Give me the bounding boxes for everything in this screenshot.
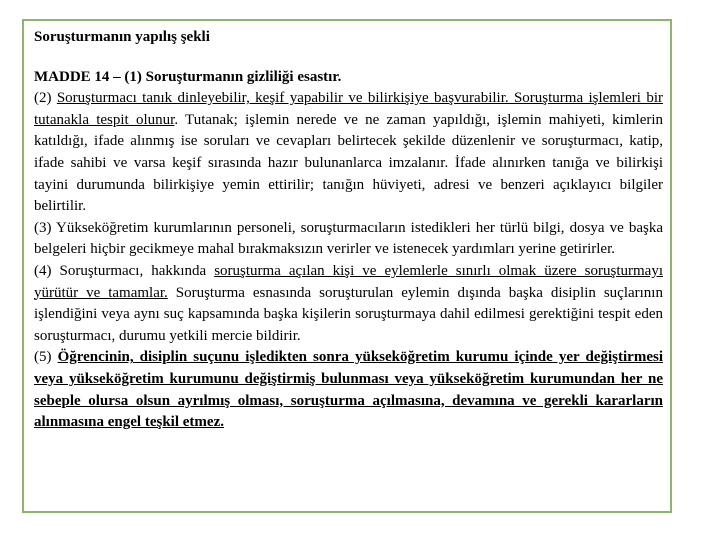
paragraph-5-underlined: Öğrencinin, disiplin suçunu işledikten sonra yükseköğretim kurumu içinde yer değiştirmesi veya yükseköğretim kurumunu değiştirmiş bulunması veya yükseköğretim kurumundan her ne sebeple olursa olsun ayrılmış olması, soruşturma açılmasına, devamına ve gerekli kararların alınmasına engel teşkil etmez. [34, 349, 663, 431]
document-frame [22, 19, 672, 513]
paragraph-4-lead: (4) Soruşturmacı, hakkında [34, 262, 215, 279]
article-heading: MADDE 14 – (1) Soruşturmanın gizliliği esastır. [34, 68, 342, 85]
document-title: Soruşturmanın yapılış şekli [34, 29, 210, 45]
paragraph-4-underlined: soruşturma açılan kişi ve eylemlerle sınırlı olmak üzere soruşturmayı yürütür ve tamamlar. [34, 262, 663, 301]
paragraph-4-rest: Soruşturma esnasında soruşturulan eylemin dışında başka disiplin suçlarının işlendiğini veya aynı suç kapsamında başka kişilerin soruşturmaya dahil edilmesi gerektiğini tespit eden soruşturmacı, durumu yetkili mercie bildirir. [34, 284, 663, 344]
paragraph-2 [34, 88, 663, 218]
paragraph-5 [34, 347, 663, 433]
document-content [34, 27, 663, 434]
paragraph-2-rest: . Tutanak; işlemin nerede ve ne zaman yapıldığı, işlemin mahiyeti, kimlerin katıldığı, ifade alınmış ise soruları ve cevapları belirtecek şekilde düzenlenir ve soruşturmacı, katip, ifade sahibi ve varsa keşif sırasında hazır bulunanlarca imzalanır. İfade alınırken tanığa ve bilirkişi tayini durumunda bilirkişiye yemin ettirilir; tanığın hüviyeti, adresi ve benzeri açıklayıcı bilgiler belirtilir. [34, 111, 664, 215]
paragraph-5-lead: (5) [34, 349, 58, 366]
paragraph-3: (3) Yükseköğretim kurumlarının personeli, soruşturmacıların istedikleri her türlü bilgi, dosya ve başka belgeleri hiçbir gecikmeye mahal bırakmaksızın verirler ve istenecek yardımları yerine getirirler. [34, 219, 663, 258]
paragraph-4 [34, 261, 663, 347]
paragraph-2-underlined: Soruşturmacı tanık dinleyebilir, keşif yapabilir ve bilirkişiye başvurabilir. Soruşturma işlemleri bir tutanakla tespit olunur [34, 90, 663, 128]
paragraph-2-lead: (2) [34, 90, 57, 107]
